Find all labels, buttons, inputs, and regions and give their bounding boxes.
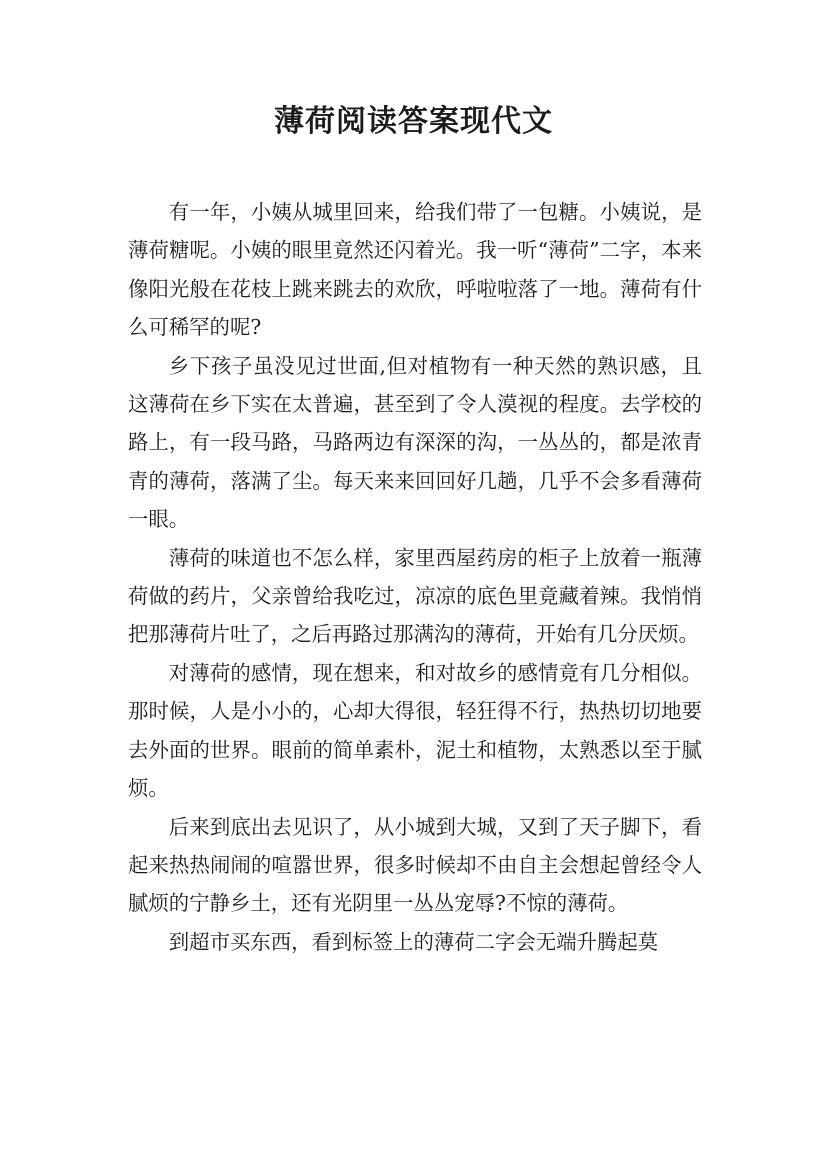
paragraph-2: 乡下孩子虽没见过世面,但对植物有一种天然的熟识感，且这薄荷在乡下实在太普遍，甚至到了令人漠视的程度。去学校的路上，有一段马路，马路两边有深深的沟，一丛丛的，都是浓青青的薄荷，落满了尘。每天来来回回好几趟，几乎不会多看薄荷一眼。 bbox=[128, 353, 702, 532]
document-body bbox=[128, 193, 702, 961]
paragraph-1: 有一年，小姨从城里回来，给我们带了一包糖。小姨说，是薄荷糖呢。小姨的眼里竟然还闪着光。我一听“薄荷”二字，本来像阳光般在花枝上跳来跳去的欢欣，呼啦啦落了一地。薄荷有什么可稀罕的呢? bbox=[128, 200, 702, 340]
document-title: 薄荷阅读答案现代文 bbox=[274, 104, 553, 139]
paragraph-6: 到超市买东西，看到标签上的薄荷二字会无端升腾起莫 bbox=[168, 929, 659, 954]
paragraph-4: 对薄荷的感情，现在想来，和对故乡的感情竟有几分相似。那时候，人是小小的，心却大得很，轻狂得不行，热热切切地要去外面的世界。眼前的简单素朴，泥土和植物，太熟悉以至于腻烦。 bbox=[128, 660, 702, 801]
paragraph-3: 薄荷的味道也不怎么样，家里西屋药房的柜子上放着一瓶薄荷做的药片，父亲曾给我吃过，凉凉的底色里竟藏着辣。我悄悄把那薄荷片吐了，之后再路过那满沟的薄荷，开始有几分厌烦。 bbox=[128, 545, 702, 647]
paragraph-5: 后来到底出去见识了，从小城到大城，又到了天子脚下，看起来热热闹闹的喧嚣世界，很多时候却不由自主会想起曾经令人腻烦的宁静乡土，还有光阴里一丛丛宠辱?不惊的薄荷。 bbox=[128, 814, 702, 916]
